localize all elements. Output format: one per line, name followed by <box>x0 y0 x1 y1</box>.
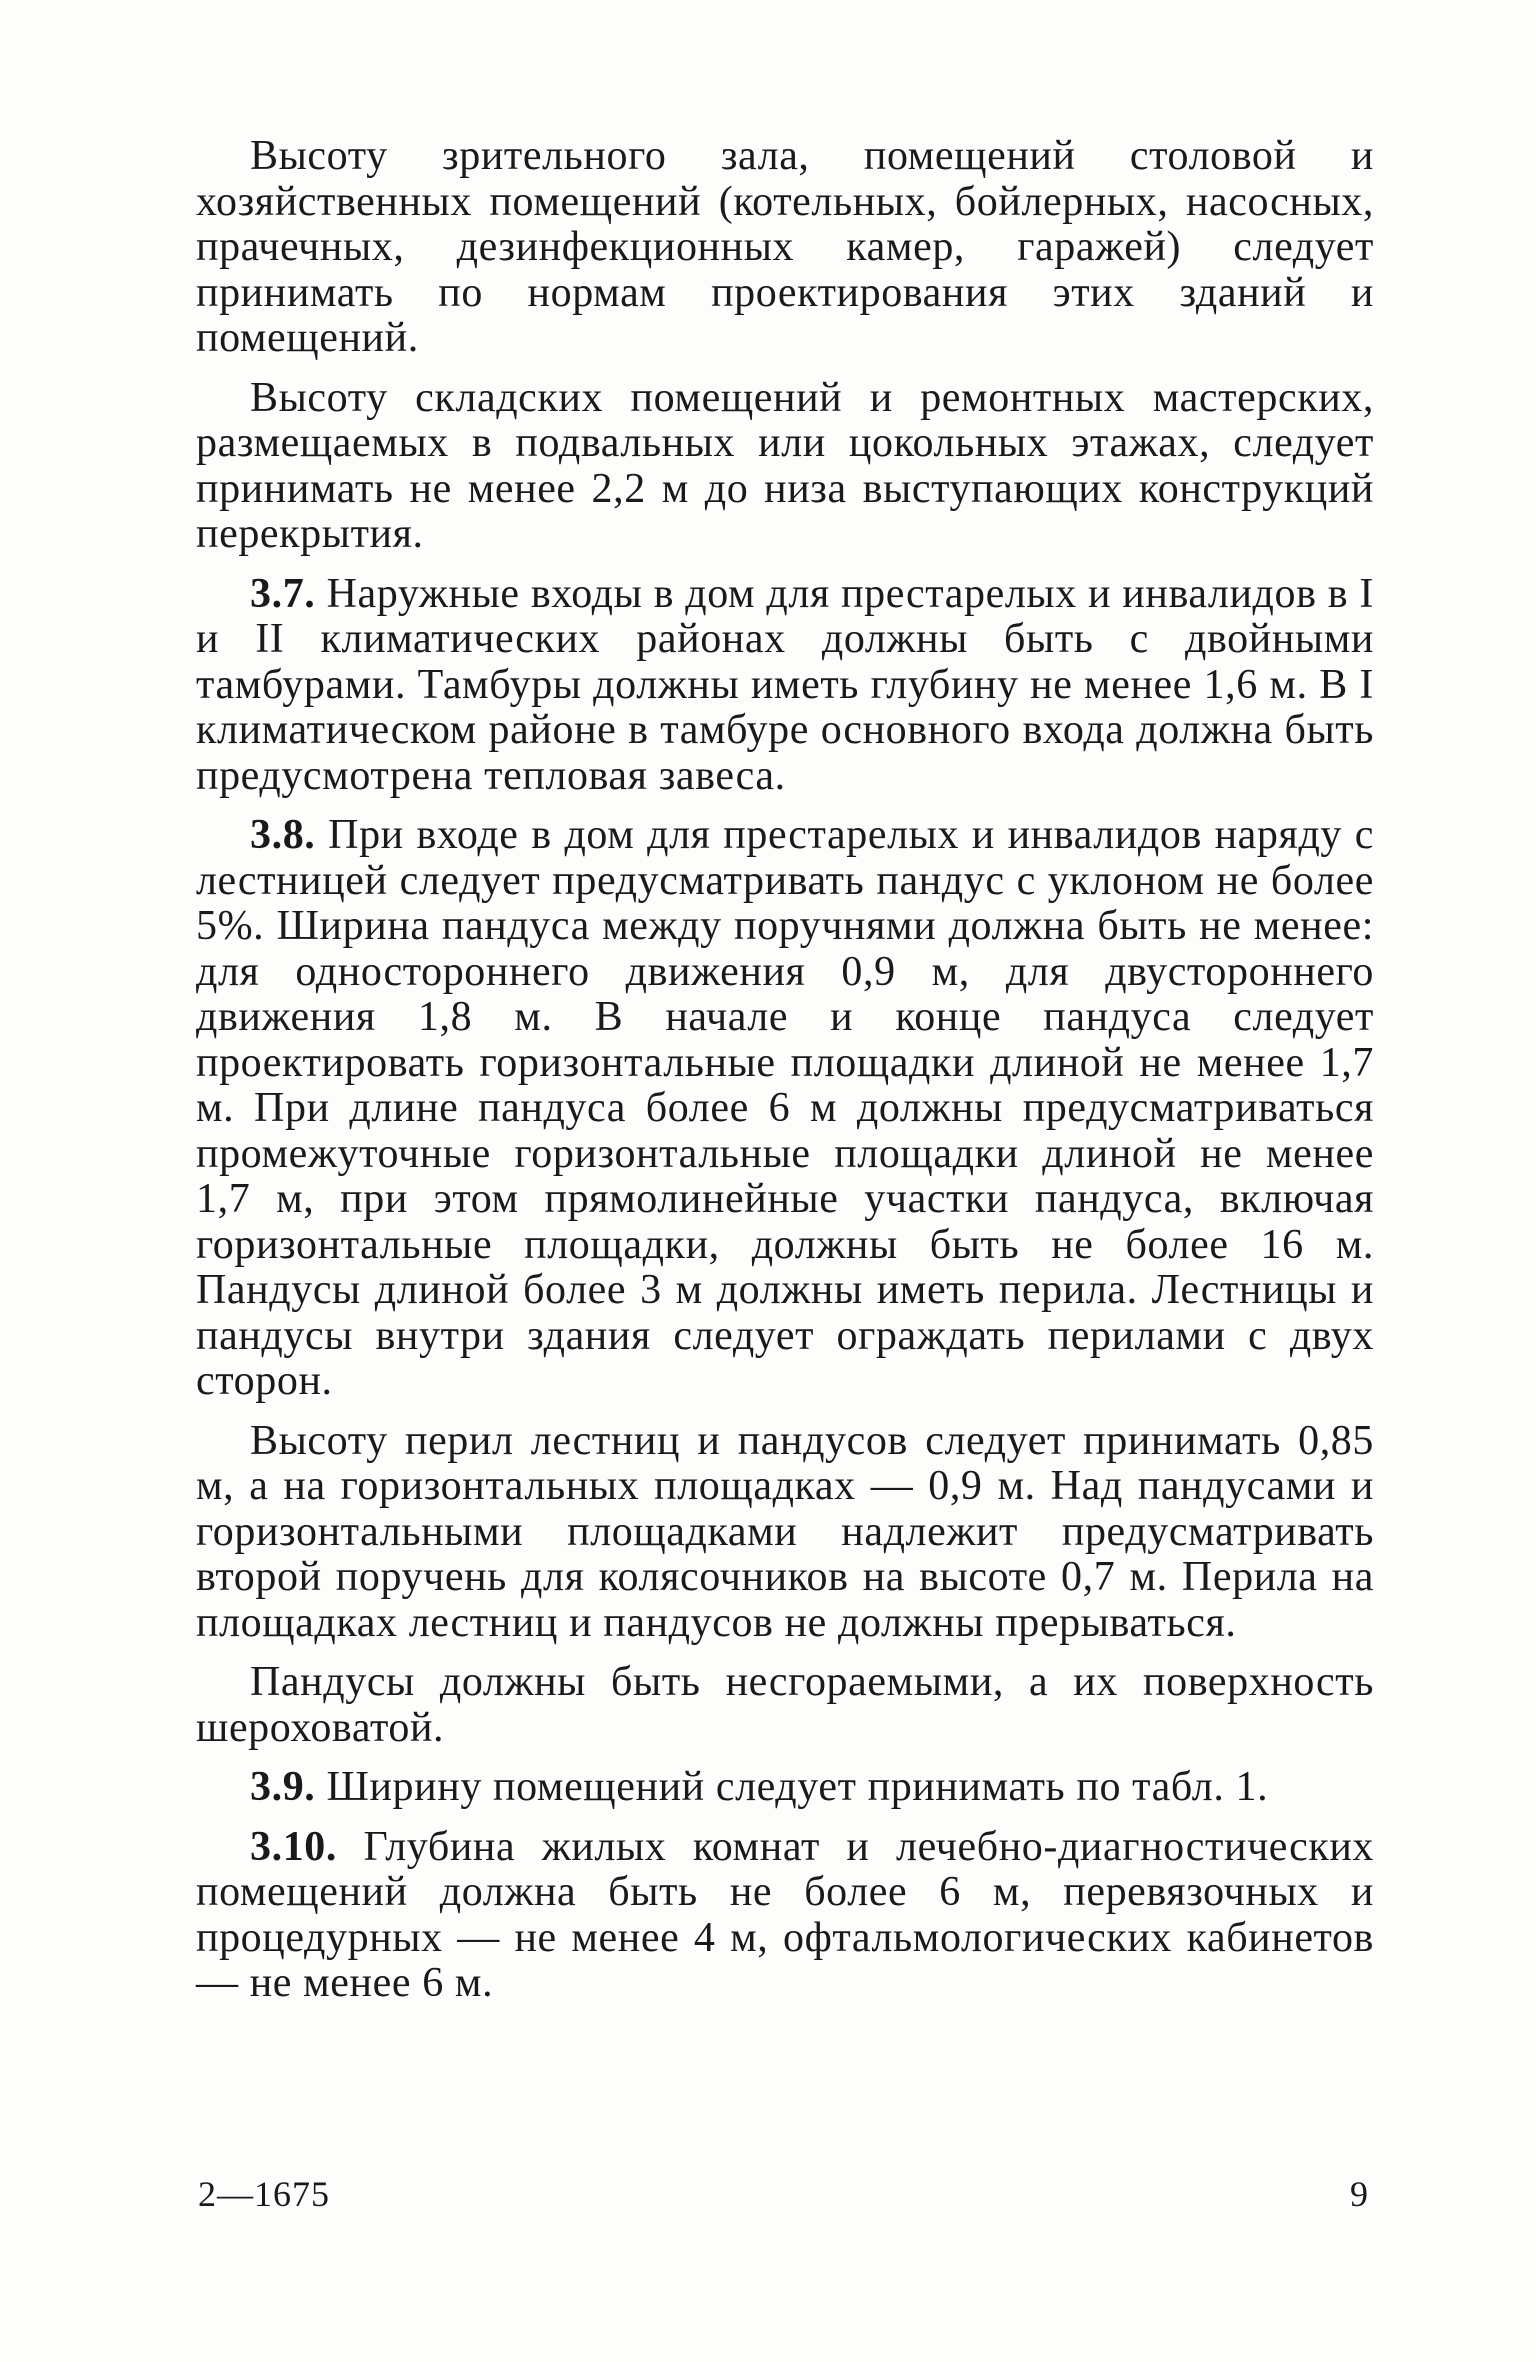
paragraph <box>196 134 1374 362</box>
paragraph-3-9 <box>196 1765 1374 1811</box>
paragraph-text: Глубина жилых комнат и лечебно-диагностических помещений должна быть не более 6 м, перевязочных и процедурных — не менее 4 м, офтальмологических кабинетов — не менее 6 м. <box>196 1823 1375 2006</box>
paragraph-text: Высоту перил лестниц и пандусов следует принимать 0,85 м, а на горизонтальных площадках — 0,9 м. Над пандусами и горизонтальными площадками надлежит предусматривать второй поручень для колясочников на высоте 0,7 м. Перила на площадках лестниц и пандусов не должны прерываться. <box>196 1417 1374 1646</box>
body-text <box>196 134 1374 2021</box>
paragraph-text: Наружные входы в дом для престарелых и инвалидов в I и II климатических районах должны быть с двойными тамбурами. Тамбуры должны иметь глубину не менее 1,6 м. В I климатическом районе в тамбуре основного входа должна быть предусмотрена тепловая завеса. <box>196 570 1374 799</box>
paragraph-text: Высоту складских помещений и ремонтных мастерских, размещаемых в подвальных или цокольных этажах, следует принимать не менее 2,2 м до низа выступающих конструкций перекрытия. <box>196 374 1374 557</box>
printer-signature: 2—1675 <box>198 2174 330 2214</box>
paragraph <box>196 1660 1374 1751</box>
paragraph-text: Пандусы должны быть несгораемыми, а их поверхность шероховатой. <box>196 1659 1374 1751</box>
paragraph-text: Ширину помещений следует принимать по табл. 1. <box>326 1764 1269 1810</box>
paragraph-number: 3.7. <box>250 570 316 617</box>
paragraph <box>196 1419 1374 1647</box>
paragraph-number: 3.8. <box>250 812 316 858</box>
paragraph-3-7 <box>196 572 1374 800</box>
page-number: 9 <box>1350 2174 1368 2214</box>
paragraph-text: Высоту зрительного зала, помещений столовой и хозяйственных помещений (котельных, бойлерных, насосных, прачечных, дезинфекционных камер, гаражей) следует принимать по нормам проектирования этих зданий и помещений. <box>196 133 1374 361</box>
paragraph-number: 3.9. <box>250 1764 316 1810</box>
paragraph-number: 3.10. <box>250 1823 337 1870</box>
paragraph-3-10 <box>196 1825 1374 2007</box>
paragraph-3-8 <box>196 813 1374 1405</box>
paragraph-text: При входе в дом для престарелых и инвалидов наряду с лестницей следует предусматривать пандус с уклоном не более 5%. Ширина пандуса между поручнями должна быть не менее: для одностороннего движения 0,9 м, для двустороннего движения 1,8 м. В начале и конце пандуса следует проектировать горизонтальные площадки длиной не менее 1,7 м. При длине пандуса более 6 м должны предусматриваться промежуточные горизонтальные площадки длиной не менее 1,7 м, при этом прямолинейные участки пандуса, включая горизонтальные площадки, должны быть не более 16 м. Пандусы длиной более 3 м должны иметь перила. Лестницы и пандусы внутри здания следует ограждать перилами с двух сторон. <box>196 812 1374 1404</box>
paragraph <box>196 376 1374 558</box>
